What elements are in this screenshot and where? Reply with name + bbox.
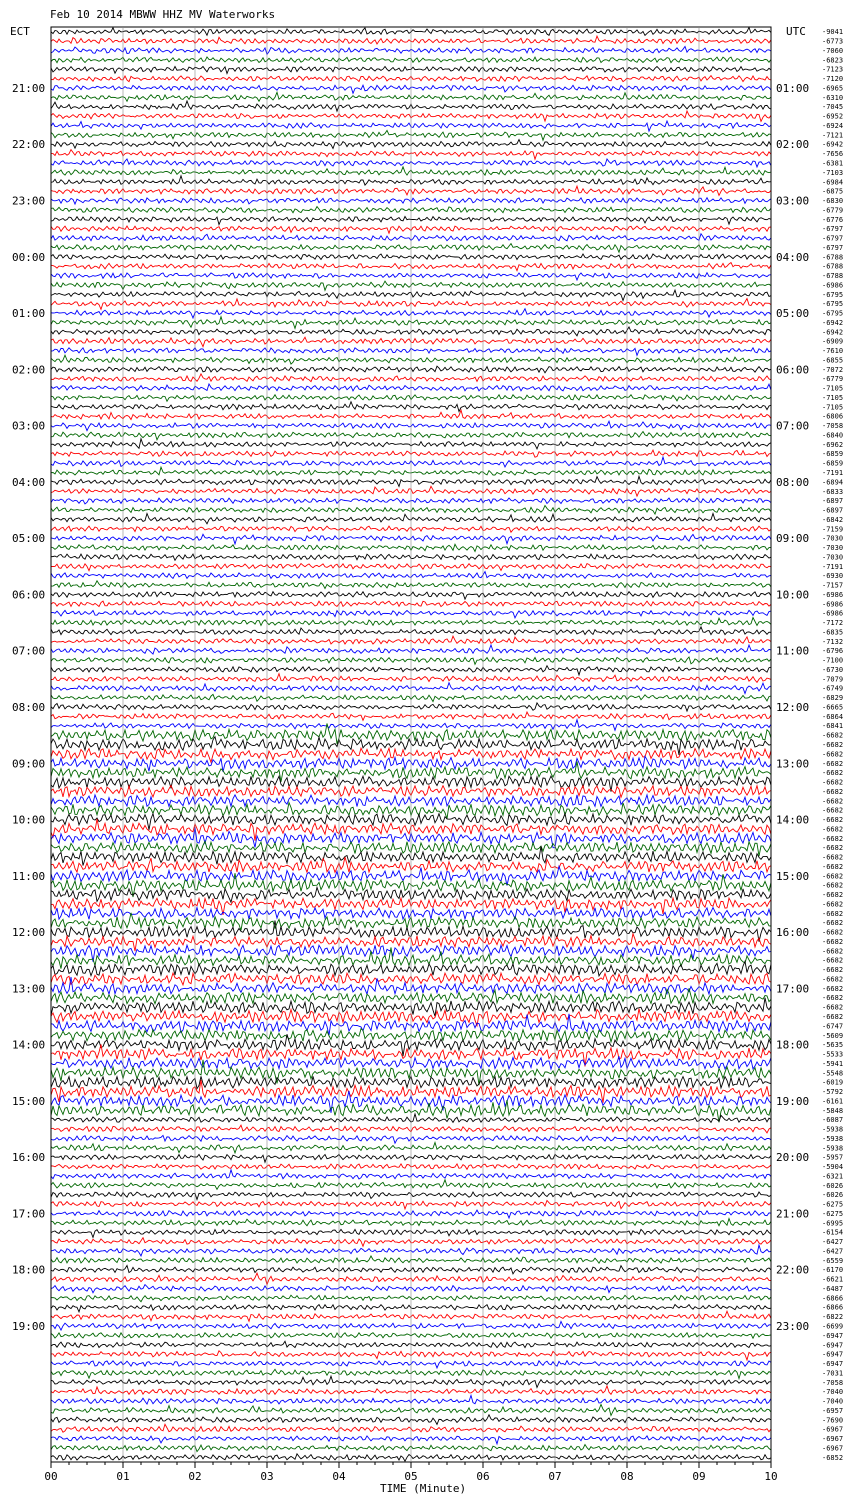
- left-hour-label: 00:00: [12, 250, 46, 264]
- right-hour-label: 22:00: [776, 1263, 810, 1277]
- trace-value-label: -5957: [822, 1153, 844, 1162]
- trace-value-label: -6682: [822, 816, 844, 824]
- trace-value-label: -6310: [822, 93, 844, 102]
- right-hour-label: 15:00: [776, 869, 810, 883]
- trace-value-label: -6682: [822, 862, 844, 871]
- left-hour-label: 03:00: [12, 419, 46, 433]
- trace-value-label: -6866: [822, 1303, 844, 1312]
- trace-value-label: -6682: [822, 844, 844, 853]
- trace-value-label: -6487: [822, 1285, 844, 1293]
- trace-value-label: -6947: [822, 1360, 844, 1368]
- right-hour-label: 23:00: [776, 1320, 810, 1333]
- left-hour-label: 04:00: [12, 475, 46, 489]
- trace-value-label: -6776: [822, 215, 844, 224]
- x-tick-label: 10: [764, 1470, 778, 1483]
- trace-value-label: -6984: [822, 178, 844, 187]
- trace-value-label: -6788: [822, 272, 844, 280]
- trace-value-label: -6952: [822, 112, 844, 121]
- right-hour-label: 08:00: [776, 475, 810, 489]
- trace-value-label: -6947: [822, 1331, 844, 1340]
- trace-value-label: -6026: [822, 1191, 844, 1200]
- x-axis-ticks: [44, 1462, 777, 1483]
- right-hour-label: 07:00: [776, 419, 810, 433]
- trace-value-label: -6682: [822, 769, 844, 778]
- x-axis-label: TIME (Minute): [380, 1482, 467, 1495]
- left-hour-label: 21:00: [12, 82, 46, 95]
- trace-value-label: -5548: [822, 1069, 844, 1078]
- x-tick-label: 03: [260, 1470, 274, 1483]
- x-tick-label: 04: [332, 1470, 346, 1483]
- left-zone-label: ECT: [10, 25, 30, 38]
- trace-value-label: -6957: [822, 1406, 844, 1415]
- trace-value-label: -7045: [822, 103, 844, 112]
- trace-value-label: -6797: [822, 243, 844, 252]
- right-hour-label: 04:00: [776, 250, 810, 264]
- trace-value-label: -7030: [822, 544, 844, 552]
- trace-value-label: -6682: [822, 975, 844, 984]
- trace-value-label: -7079: [822, 675, 844, 684]
- right-hour-label: 13:00: [776, 757, 810, 771]
- left-hour-label: 07:00: [12, 644, 46, 658]
- trace-value-label: -5635: [822, 1041, 844, 1050]
- left-hour-label: 18:00: [12, 1263, 46, 1277]
- x-tick-label: 06: [476, 1470, 490, 1483]
- right-hour-label: 10:00: [776, 588, 810, 602]
- trace-value-label: -5533: [822, 1050, 844, 1059]
- trace-value-label: -6830: [822, 197, 844, 205]
- trace-value-label: -6682: [822, 1013, 844, 1021]
- trace-value-label: -6682: [822, 834, 844, 843]
- right-hour-label: 18:00: [776, 1038, 810, 1052]
- right-hour-label: 17:00: [776, 982, 810, 996]
- trace-value-label: -6965: [822, 84, 844, 93]
- trace-value-label: -6427: [822, 1247, 844, 1256]
- trace-value-label: -6986: [822, 600, 844, 609]
- trace-value-label: -6682: [822, 956, 844, 965]
- left-hour-label: 11:00: [12, 869, 46, 883]
- right-hour-label: 19:00: [776, 1094, 810, 1108]
- trace-value-label: -6682: [822, 900, 844, 909]
- trace-value-label: -7172: [822, 619, 844, 628]
- right-hour-label: 16:00: [776, 926, 810, 940]
- trace-value-label: -6897: [822, 497, 844, 506]
- trace-value-label: -6682: [822, 787, 844, 796]
- trace-value-label: -7030: [822, 534, 844, 543]
- trace-value-label: -6682: [822, 872, 844, 881]
- trace-value-label: -6795: [822, 300, 844, 309]
- trace-value-label: -6842: [822, 515, 844, 524]
- left-hour-label: 14:00: [12, 1038, 46, 1052]
- trace-value-label: -6559: [822, 1256, 844, 1265]
- left-hour-label: 08:00: [12, 701, 46, 714]
- right-hour-label: 02:00: [776, 138, 810, 152]
- trace-value-label: -6947: [822, 1341, 844, 1350]
- trace-value-label: -7105: [822, 403, 844, 412]
- trace-value-label: -6730: [822, 666, 844, 674]
- trace-value-label: -6747: [822, 1022, 844, 1031]
- trace-value-label: -6779: [822, 206, 844, 215]
- trace-value-label: -6699: [822, 1322, 844, 1331]
- trace-value-label: -7058: [822, 422, 844, 431]
- trace-value-label: -6866: [822, 1294, 844, 1303]
- trace-value-label: -7072: [822, 365, 844, 374]
- trace-value-label: -6427: [822, 1238, 844, 1247]
- trace-value-label: -6864: [822, 712, 844, 721]
- trace-value-label: -5938: [822, 1134, 844, 1143]
- left-hour-label: 06:00: [12, 588, 46, 602]
- trace-value-label: -7132: [822, 637, 844, 646]
- right-hour-label: 11:00: [776, 644, 810, 658]
- trace-value-label: -6823: [822, 56, 844, 65]
- trace-value-label: -7105: [822, 384, 844, 393]
- trace-value-label: -9041: [822, 28, 844, 37]
- trace-value-column: [822, 28, 843, 1462]
- right-hour-label: 14:00: [776, 813, 810, 827]
- trace-value-label: -6682: [822, 1003, 844, 1012]
- trace-value-label: -6682: [822, 966, 844, 975]
- x-tick-label: 02: [188, 1470, 202, 1483]
- trace-value-label: -7120: [822, 75, 844, 84]
- trace-value-label: -6682: [822, 741, 844, 749]
- trace-value-label: -6909: [822, 337, 844, 346]
- right-hour-label: 12:00: [776, 701, 810, 714]
- left-hour-label: 10:00: [12, 813, 46, 827]
- trace-value-label: -6682: [822, 938, 844, 946]
- right-hour-label: 06:00: [776, 363, 810, 377]
- trace-value-label: -6796: [822, 647, 844, 656]
- hour-label-group: [12, 82, 809, 1333]
- trace-value-label: -6026: [822, 1181, 844, 1190]
- trace-value-label: -5904: [822, 1163, 844, 1172]
- trace-value-label: -6682: [822, 759, 844, 768]
- trace-value-label: -6275: [822, 1210, 844, 1218]
- left-hour-label: 15:00: [12, 1094, 46, 1108]
- trace-value-label: -6852: [822, 1453, 844, 1462]
- trace-value-label: -6665: [822, 703, 844, 712]
- trace-value-label: -6682: [822, 919, 844, 928]
- trace-value-label: -7058: [822, 1378, 844, 1387]
- trace-value-label: -6682: [822, 778, 844, 787]
- trace-value-label: -7040: [822, 1388, 844, 1397]
- trace-value-label: -6942: [822, 318, 844, 327]
- trace-value-label: -7103: [822, 168, 844, 177]
- trace-value-label: -6967: [822, 1444, 844, 1453]
- left-hour-label: 17:00: [12, 1207, 46, 1221]
- right-hour-label: 03:00: [776, 194, 810, 208]
- trace-value-label: -6986: [822, 590, 844, 599]
- right-hour-label: 05:00: [776, 307, 810, 321]
- x-tick-label: 00: [44, 1470, 58, 1483]
- trace-value-label: -6749: [822, 684, 844, 693]
- trace-value-label: -7040: [822, 1397, 844, 1406]
- trace-value-label: -6682: [822, 909, 844, 918]
- trace-value-label: -6682: [822, 984, 844, 993]
- trace-value-label: -6962: [822, 440, 844, 449]
- left-hour-label: 02:00: [12, 363, 46, 377]
- trace-value-label: -6788: [822, 253, 844, 262]
- trace-value-label: -6682: [822, 750, 844, 759]
- trace-value-label: -6967: [822, 1425, 844, 1434]
- trace-value-label: -7121: [822, 131, 844, 140]
- trace-value-label: -7060: [822, 46, 844, 55]
- x-tick-label: 05: [404, 1470, 418, 1483]
- x-tick-label: 07: [548, 1470, 562, 1483]
- trace-value-label: -6788: [822, 262, 844, 271]
- right-zone-label: UTC: [786, 25, 806, 38]
- trace-value-label: -5938: [822, 1144, 844, 1153]
- left-hour-label: 19:00: [12, 1320, 46, 1333]
- trace-value-label: -7100: [822, 656, 844, 665]
- x-tick-label: 09: [692, 1470, 706, 1483]
- trace-value-label: -6797: [822, 234, 844, 243]
- trace-value-label: -6986: [822, 609, 844, 618]
- trace-value-label: -6779: [822, 375, 844, 384]
- trace-value-label: -6321: [822, 1172, 844, 1181]
- right-hour-label: 20:00: [776, 1151, 810, 1165]
- trace-value-label: -6682: [822, 806, 844, 815]
- trace-value-label: -5941: [822, 1059, 844, 1068]
- left-hour-label: 16:00: [12, 1151, 46, 1165]
- trace-value-label: -6773: [822, 37, 844, 46]
- trace-value-label: -6995: [822, 1219, 844, 1228]
- trace-value-label: -5609: [822, 1031, 844, 1040]
- trace-value-label: -7030: [822, 553, 844, 562]
- trace-value-label: -6924: [822, 122, 844, 130]
- trace-value-label: -6986: [822, 281, 844, 290]
- x-tick-label: 08: [620, 1470, 634, 1483]
- trace-value-label: -6833: [822, 487, 844, 496]
- left-hour-label: 01:00: [12, 307, 46, 321]
- trace-value-label: -6840: [822, 431, 844, 440]
- trace-value-label: -7690: [822, 1416, 844, 1425]
- trace-value-label: -6019: [822, 1078, 844, 1087]
- trace-value-label: -6841: [822, 722, 844, 731]
- trace-value-label: -6829: [822, 694, 844, 703]
- trace-value-label: -6682: [822, 731, 844, 740]
- trace-value-label: -6682: [822, 853, 844, 862]
- trace-value-label: -6621: [822, 1275, 844, 1284]
- trace-value-label: -7191: [822, 469, 844, 477]
- trace-value-label: -6682: [822, 891, 844, 900]
- trace-value-label: -6682: [822, 994, 844, 1003]
- left-hour-label: 12:00: [12, 926, 46, 940]
- trace-value-label: -7157: [822, 581, 844, 590]
- left-hour-label: 23:00: [12, 194, 46, 208]
- trace-value-label: -7031: [822, 1369, 844, 1378]
- trace-value-label: -6897: [822, 506, 844, 515]
- trace-value-label: -6682: [822, 881, 844, 890]
- plot-frame: [51, 27, 771, 1462]
- trace-value-label: -6835: [822, 628, 844, 637]
- trace-value-label: -6859: [822, 450, 844, 459]
- trace-value-label: -6795: [822, 290, 844, 299]
- trace-value-label: -7656: [822, 150, 844, 159]
- trace-value-label: -6275: [822, 1200, 844, 1209]
- trace-value-label: -6795: [822, 309, 844, 318]
- trace-value-label: -6942: [822, 140, 844, 149]
- trace-value-label: -6894: [822, 478, 844, 487]
- trace-value-label: -6682: [822, 825, 844, 834]
- trace-value-label: -6682: [822, 797, 844, 806]
- trace-value-label: -6875: [822, 187, 844, 196]
- chart-title: Feb 10 2014 MBWW HHZ MV Waterworks: [50, 8, 276, 21]
- trace-value-label: -6161: [822, 1097, 844, 1106]
- right-hour-label: 09:00: [776, 532, 810, 546]
- trace-value-label: -6381: [822, 159, 844, 168]
- right-hour-label: 01:00: [776, 82, 810, 95]
- trace-value-label: -7159: [822, 525, 844, 534]
- trace-value-label: -6806: [822, 412, 844, 421]
- trace-value-label: -5848: [822, 1106, 844, 1115]
- trace-value-label: -6797: [822, 225, 844, 234]
- trace-value-label: -6087: [822, 1116, 844, 1125]
- right-hour-label: 21:00: [776, 1207, 810, 1221]
- trace-value-label: -6682: [822, 928, 844, 937]
- left-hour-label: 13:00: [12, 982, 46, 996]
- trace-value-label: -6947: [822, 1350, 844, 1359]
- left-hour-label: 09:00: [12, 757, 46, 771]
- trace-value-label: -6930: [822, 572, 844, 581]
- x-tick-label: 01: [116, 1470, 130, 1483]
- left-hour-label: 05:00: [12, 532, 46, 546]
- trace-value-label: -6859: [822, 459, 844, 468]
- trace-value-label: -7610: [822, 347, 844, 356]
- trace-value-label: -7105: [822, 394, 844, 402]
- trace-value-label: -6822: [822, 1313, 844, 1322]
- left-hour-label: 22:00: [12, 138, 46, 152]
- trace-value-label: -5938: [822, 1125, 844, 1134]
- trace-value-label: -6855: [822, 356, 844, 365]
- trace-value-label: -6682: [822, 947, 844, 956]
- trace-value-label: -6170: [822, 1266, 844, 1275]
- trace-value-label: -6967: [822, 1435, 844, 1444]
- trace-value-label: -6154: [822, 1228, 844, 1237]
- trace-value-label: -7123: [822, 65, 844, 74]
- trace-value-label: -7191: [822, 562, 844, 571]
- trace-value-label: -6942: [822, 328, 844, 337]
- trace-value-label: -5792: [822, 1088, 844, 1096]
